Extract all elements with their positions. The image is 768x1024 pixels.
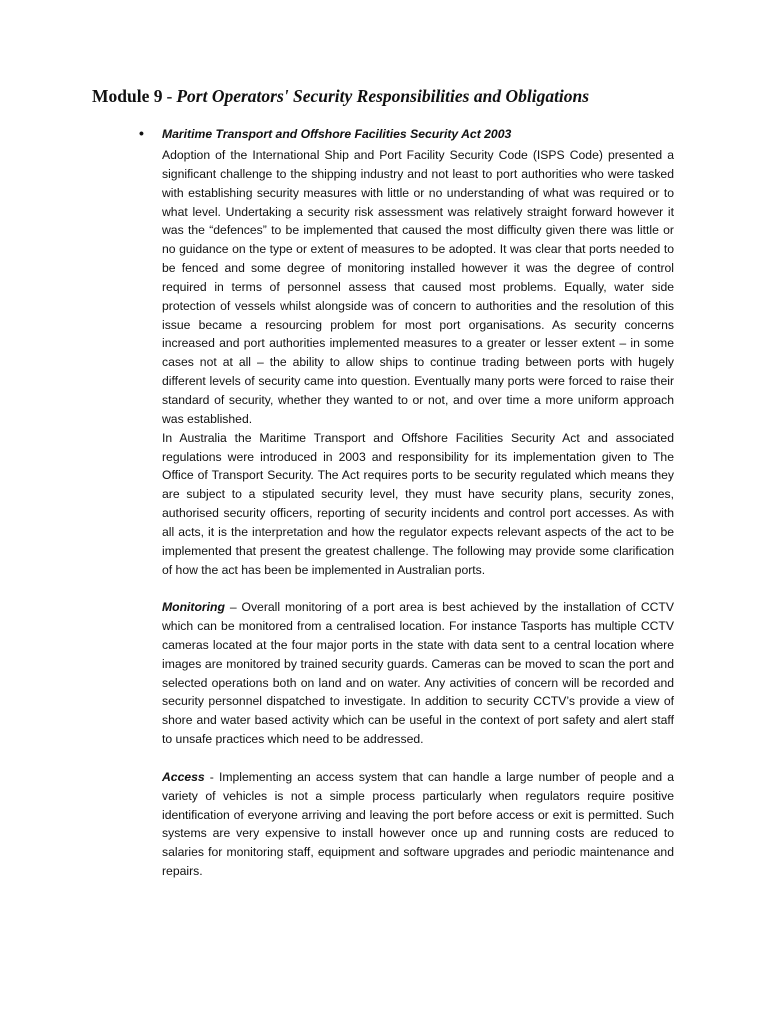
module-number: Module 9 [92, 86, 163, 106]
access-term: Access [162, 769, 205, 784]
monitoring-term: Monitoring [162, 600, 225, 615]
bullet-icon: • [139, 125, 144, 141]
module-separator: - [166, 86, 173, 106]
monitoring-text: – Overall monitoring of a port area is best achieved by the installation of CCTV which can be monitored from a centralised location. For instance Tasports has multiple CCTV cameras located at the four major ports in the state with data sent to a central location where images are monitored by trained security guards. Cameras can be moved to scan the port and selected operations both on land and on water. Any activities of concern will be recorded and security personnel dispatched to investigate. In addition to security CCTV’s provide a view of shore and water based activity which can be useful in the context of port safety and alert staff to unsafe practices which need to be addressed. [162, 600, 674, 747]
module-heading [92, 86, 589, 107]
paragraph-access [162, 768, 674, 881]
access-text: - Implementing an access system that can handle a large number of people and a variety of vehicles is not a simple process particularly when regulators require positive identification of everyone arriving and leaving the port before access or exit is permitted. Such systems are very expensive to install however once up and running costs are reduced to salaries for monitoring staff, equipment and software upgrades and periodic maintenance and repairs. [162, 769, 674, 879]
document-body [162, 146, 674, 881]
module-title: Port Operators' Security Responsibilities and Obligations [176, 86, 590, 106]
paragraph-monitoring [162, 598, 674, 749]
paragraph-australia-act: In Australia the Maritime Transport and Offshore Facilities Security Act and associated regulations were introduced in 2003 and responsibility for its implementation given to The Office of Transport Security. The Act requires ports to be security regulated which means they are subject to a stipulated security level, they must have security plans, security zones, authorised security officers, reporting of security incidents and control port accesses. As with all acts, it is the interpretation and how the regulator expects relevant aspects of the act to be implemented that present the greatest challenge. The following may provide some clarification of how the act has been be implemented in Australian ports. [162, 430, 674, 577]
paragraph-isps-adoption: Adoption of the International Ship and Port Facility Security Code (ISPS Code) presented a significant challenge to the shipping industry and not least to port authorities who were tasked with establishing security measures with little or no understanding of what was required or to what level. Undertaking a security risk assessment was relatively straight forward however it was the “defences” to be implemented that caused the most difficulty given there was little or no guidance on the type or extent of measures to be adopted. It was clear that ports needed to be fenced and some degree of monitoring installed however it was the degree of control required in terms of personnel assess that caused most problems. Equally, water side protection of vessels whilst alongside was of concern to authorities and the resolution of this issue became a resourcing problem for most port organisations. As security concerns increased and port authorities implemented measures to a greater or lesser extent – in some cases not at all – the ability to allow ships to continue trading between ports with hugely different levels of security came into question. Eventually many ports were forced to raise their standard of security, whether they wanted to or not, and over time a more uniform approach was established. [162, 148, 674, 426]
section-title: Maritime Transport and Offshore Facilities Security Act 2003 [162, 127, 512, 141]
